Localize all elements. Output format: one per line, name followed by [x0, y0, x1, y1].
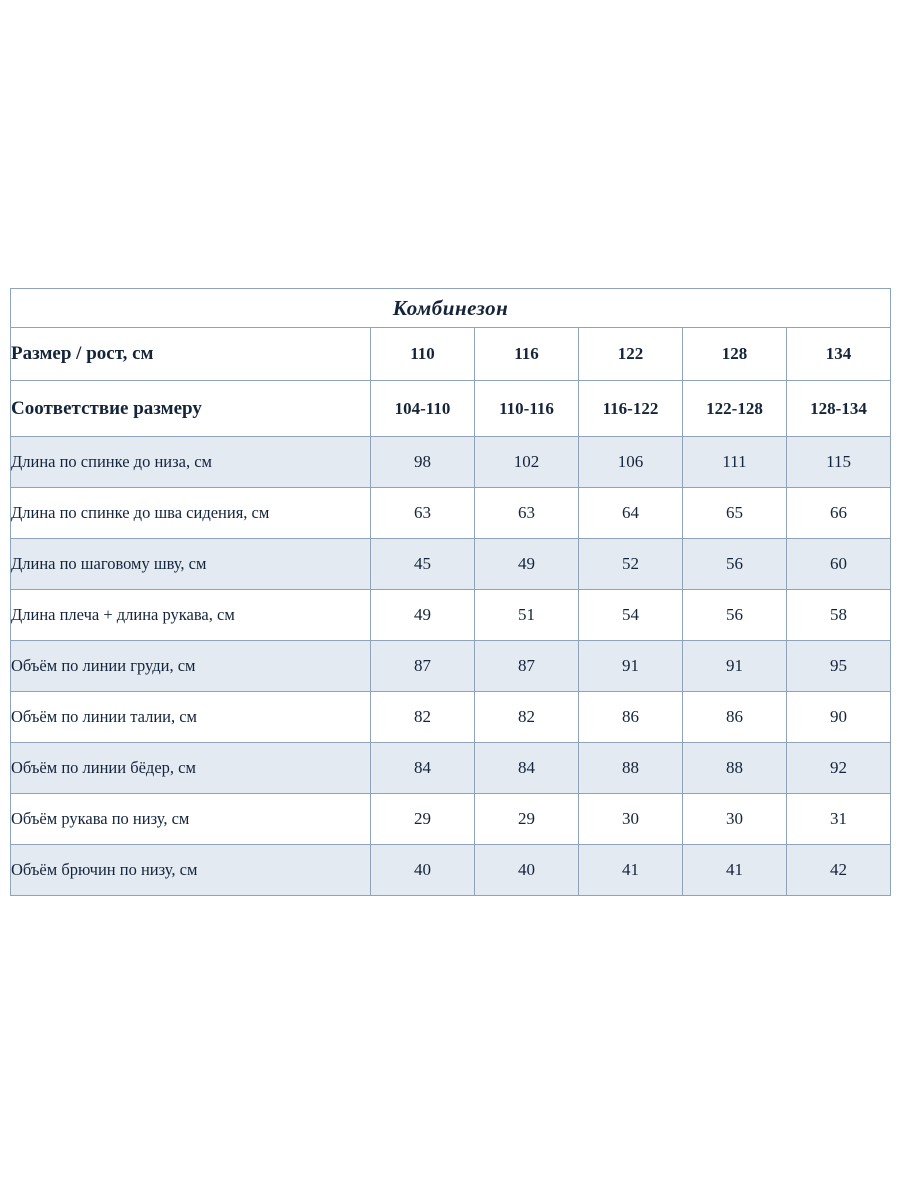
row-value: 111: [683, 437, 787, 488]
table-row: [11, 692, 891, 743]
row-value: 106: [579, 437, 683, 488]
table-row: [11, 488, 891, 539]
header-size-128: 128: [683, 328, 787, 381]
row-value: 87: [475, 641, 579, 692]
row-value: 88: [579, 743, 683, 794]
row-label: Длина плеча + длина рукава, см: [11, 590, 371, 641]
row-value: 95: [787, 641, 891, 692]
header-correspondence-5: 128-134: [787, 381, 891, 437]
table-row: [11, 845, 891, 896]
row-value: 92: [787, 743, 891, 794]
row-value: 102: [475, 437, 579, 488]
header-size-116: 116: [475, 328, 579, 381]
table-row: [11, 590, 891, 641]
row-label: Длина по спинке до шва сидения, см: [11, 488, 371, 539]
row-label: Объём рукава по низу, см: [11, 794, 371, 845]
row-value: 90: [787, 692, 891, 743]
row-value: 66: [787, 488, 891, 539]
row-value: 65: [683, 488, 787, 539]
row-value: 41: [683, 845, 787, 896]
header-size-110: 110: [371, 328, 475, 381]
header-correspondence-3: 116-122: [579, 381, 683, 437]
row-value: 84: [475, 743, 579, 794]
row-label: Объём по линии талии, см: [11, 692, 371, 743]
header-correspondence-2: 110-116: [475, 381, 579, 437]
table-title-row: [11, 289, 891, 328]
row-value: 56: [683, 539, 787, 590]
row-value: 63: [475, 488, 579, 539]
row-value: 98: [371, 437, 475, 488]
row-value: 64: [579, 488, 683, 539]
row-value: 91: [579, 641, 683, 692]
row-value: 42: [787, 845, 891, 896]
row-value: 52: [579, 539, 683, 590]
header-correspondence-4: 122-128: [683, 381, 787, 437]
header-correspondence-1: 104-110: [371, 381, 475, 437]
row-value: 31: [787, 794, 891, 845]
row-value: 56: [683, 590, 787, 641]
table-header-row-correspondence: [11, 381, 891, 437]
table-title: Комбинезон: [11, 289, 891, 328]
row-value: 40: [475, 845, 579, 896]
row-value: 88: [683, 743, 787, 794]
row-value: 91: [683, 641, 787, 692]
row-value: 86: [579, 692, 683, 743]
table-row: [11, 641, 891, 692]
row-label: Объём брючин по низу, см: [11, 845, 371, 896]
table-row: [11, 539, 891, 590]
table-header-row-size: [11, 328, 891, 381]
header-label-size: Размер / рост, см: [11, 328, 371, 381]
row-value: 63: [371, 488, 475, 539]
row-value: 49: [371, 590, 475, 641]
header-size-122: 122: [579, 328, 683, 381]
row-value: 41: [579, 845, 683, 896]
row-value: 29: [371, 794, 475, 845]
row-label: Длина по шаговому шву, см: [11, 539, 371, 590]
row-value: 30: [579, 794, 683, 845]
row-label: Объём по линии груди, см: [11, 641, 371, 692]
header-size-134: 134: [787, 328, 891, 381]
row-value: 40: [371, 845, 475, 896]
row-value: 84: [371, 743, 475, 794]
row-label: Длина по спинке до низа, см: [11, 437, 371, 488]
header-label-correspondence: Соответствие размеру: [11, 381, 371, 437]
table-row: [11, 794, 891, 845]
row-value: 45: [371, 539, 475, 590]
row-value: 58: [787, 590, 891, 641]
row-value: 60: [787, 539, 891, 590]
size-chart-container: [10, 288, 890, 896]
row-value: 115: [787, 437, 891, 488]
row-value: 49: [475, 539, 579, 590]
row-value: 51: [475, 590, 579, 641]
row-value: 54: [579, 590, 683, 641]
table-row: [11, 437, 891, 488]
row-value: 86: [683, 692, 787, 743]
row-value: 29: [475, 794, 579, 845]
row-value: 82: [371, 692, 475, 743]
row-value: 87: [371, 641, 475, 692]
row-value: 30: [683, 794, 787, 845]
size-chart-table: [10, 288, 891, 896]
table-row: [11, 743, 891, 794]
row-value: 82: [475, 692, 579, 743]
row-label: Объём по линии бёдер, см: [11, 743, 371, 794]
